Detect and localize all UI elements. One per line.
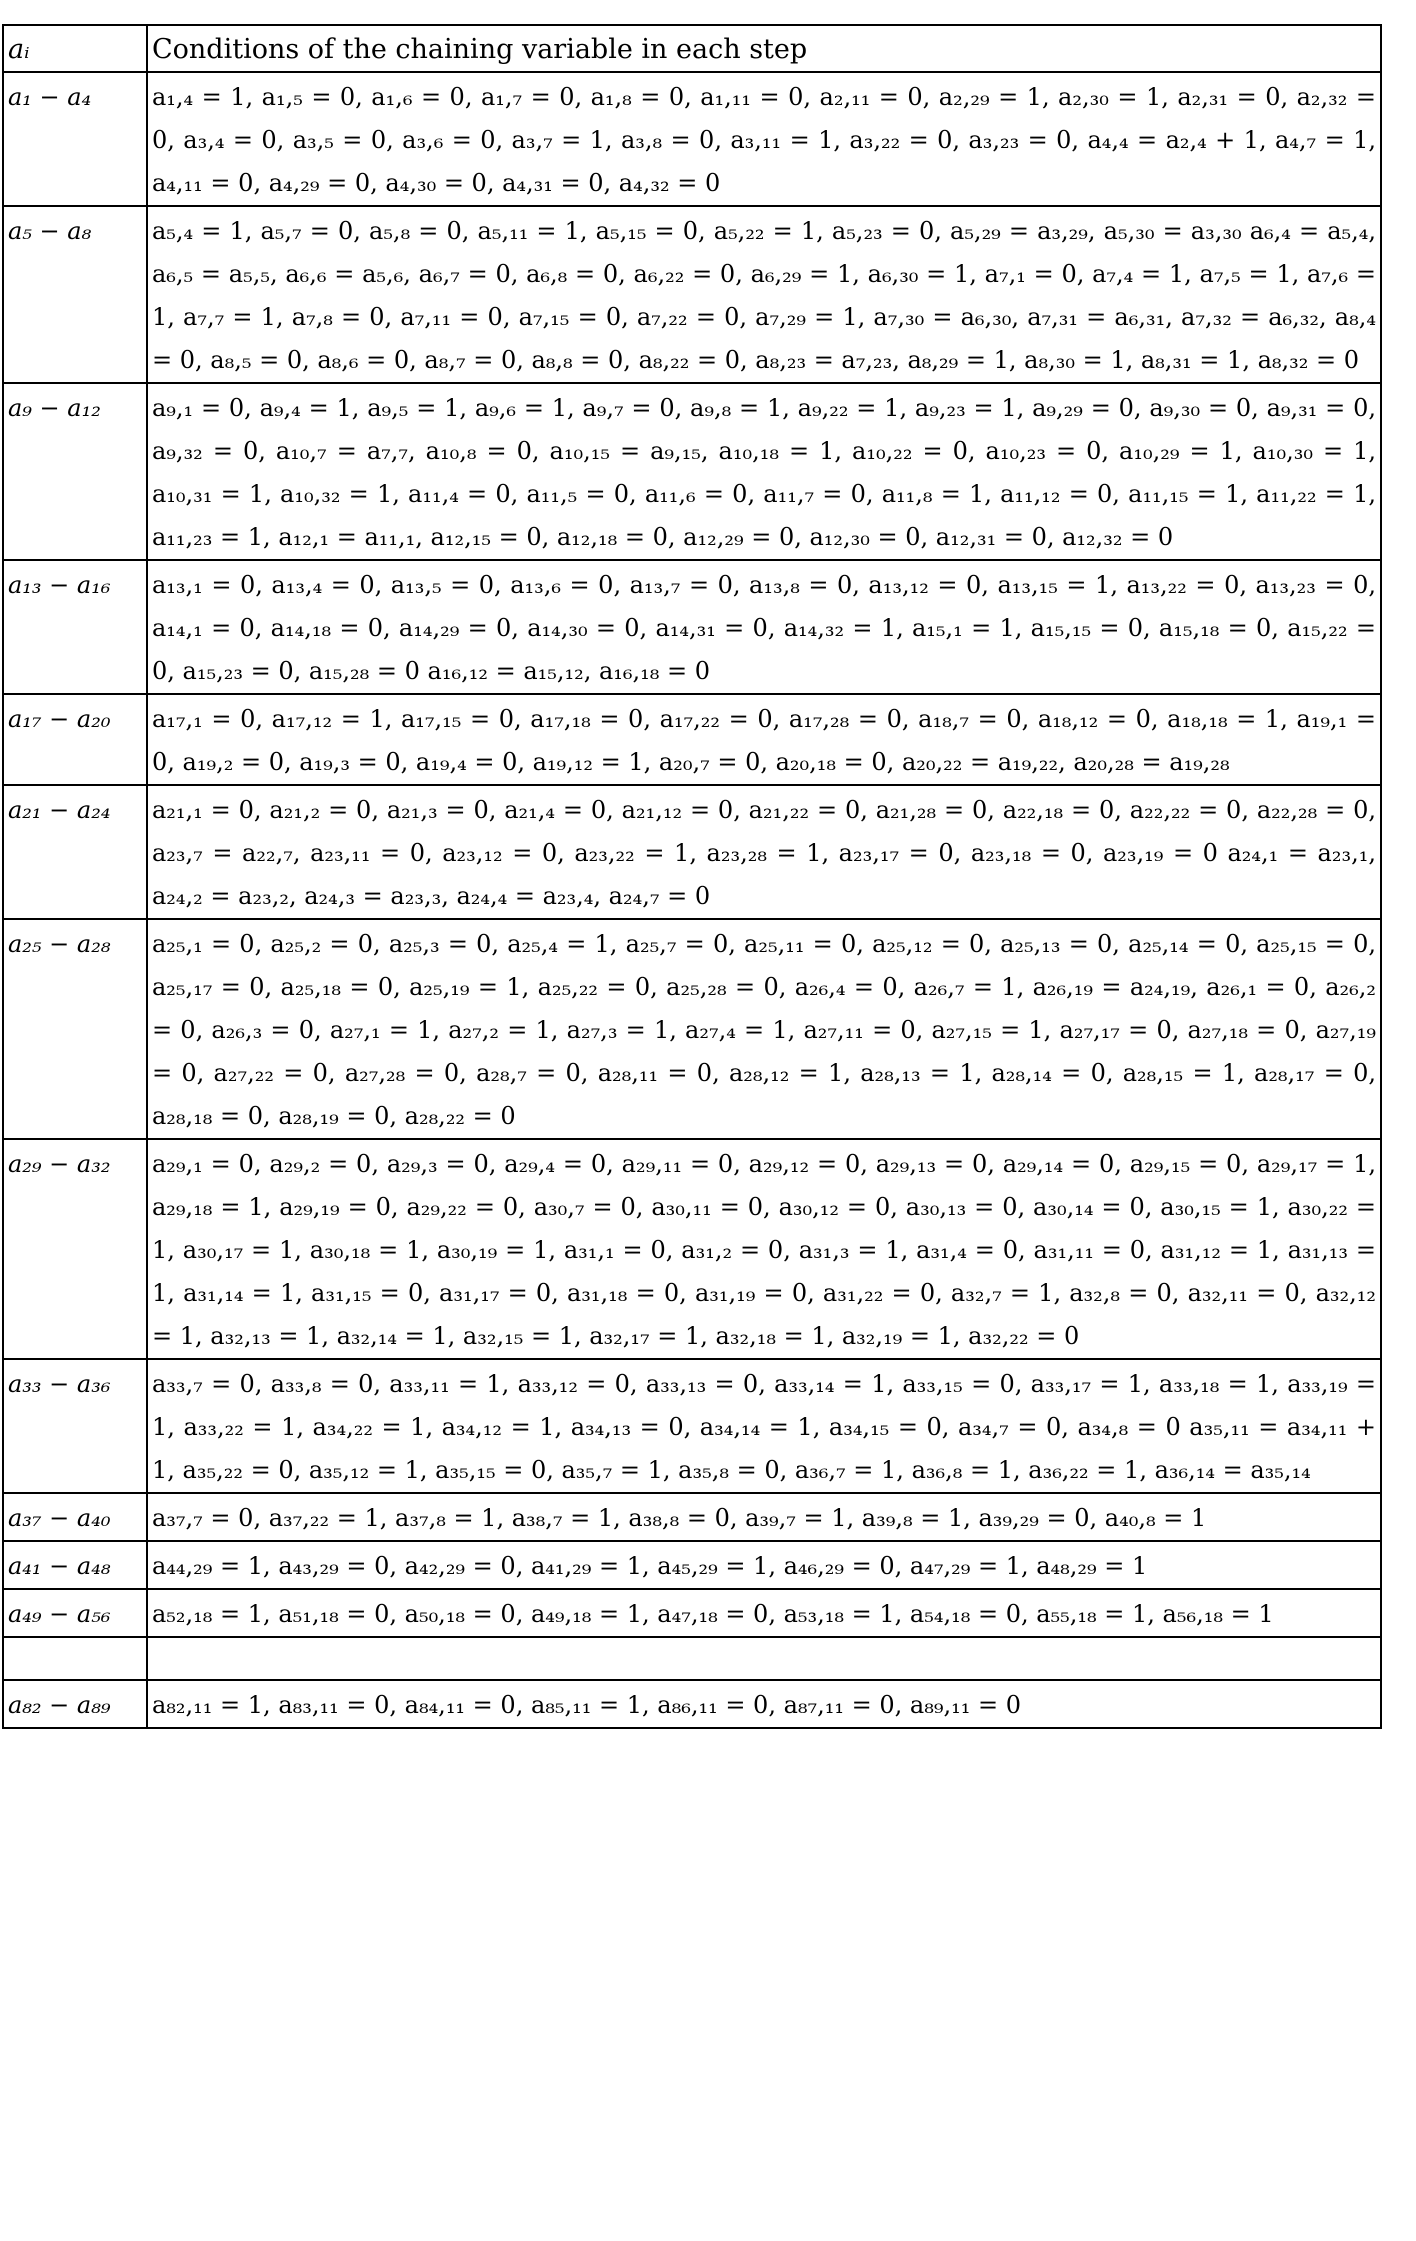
step-range-cell: a₅ − a₈ (3, 206, 147, 383)
conditions-cell: a₄₄,₂₉ = 1, a₄₃,₂₉ = 0, a₄₂,₂₉ = 0, a₄₁,₂₉ = 1, a₄₅,₂₉ = 1, a₄₆,₂₉ = 0, a₄₇,₂₉ = 1, a₄₈,₂₉ = 1 (147, 1541, 1381, 1589)
step-range-cell: a₂₉ − a₃₂ (3, 1139, 147, 1359)
conditions-table-container (2, 24, 1382, 1729)
conditions-cell: a₃₇,₇ = 0, a₃₇,₂₂ = 1, a₃₇,₈ = 1, a₃₈,₇ = 1, a₃₈,₈ = 0, a₃₉,₇ = 1, a₃₉,₈ = 1, a₃₉,₂₉ = 0, a₄₀,₈ = 1 (147, 1493, 1381, 1541)
header-step-range: aᵢ (3, 25, 147, 72)
header-conditions: Conditions of the chaining variable in each step (147, 25, 1381, 72)
conditions-cell: a₁₃,₁ = 0, a₁₃,₄ = 0, a₁₃,₅ = 0, a₁₃,₆ = 0, a₁₃,₇ = 0, a₁₃,₈ = 0, a₁₃,₁₂ = 0, a₁₃,₁₅ = 1, a₁₃,₂₂ = 0, a₁₃,₂₃ = 0, a₁₄,₁ = 0, a₁₄,₁₈ = 0, a₁₄,₂₉ = 0, a₁₄,₃₀ = 0, a₁₄,₃₁ = 0, a₁₄,₃₂ = 1, a₁₅,₁ = 1, a₁₅,₁₅ = 0, a₁₅,₁₈ = 0, a₁₅,₂₂ = 0, a₁₅,₂₃ = 0, a₁₅,₂₈ = 0 a₁₆,₁₂ = a₁₅,₁₂, a₁₆,₁₈ = 0 (147, 560, 1381, 694)
conditions-cell: a₅₂,₁₈ = 1, a₅₁,₁₈ = 0, a₅₀,₁₈ = 0, a₄₉,₁₈ = 1, a₄₇,₁₈ = 0, a₅₃,₁₈ = 1, a₅₄,₁₈ = 0, a₅₅,₁₈ = 1, a₅₆,₁₈ = 1 (147, 1589, 1381, 1637)
step-range-cell: a₁₇ − a₂₀ (3, 694, 147, 785)
step-range-cell: a₃₃ − a₃₆ (3, 1359, 147, 1493)
table-header-row (3, 25, 1381, 72)
conditions-cell: a₈₂,₁₁ = 1, a₈₃,₁₁ = 0, a₈₄,₁₁ = 0, a₈₅,₁₁ = 1, a₈₆,₁₁ = 0, a₈₇,₁₁ = 0, a₈₉,₁₁ = 0 (147, 1680, 1381, 1728)
step-range-cell: a₉ − a₁₂ (3, 383, 147, 560)
conditions-cell: a₁₇,₁ = 0, a₁₇,₁₂ = 1, a₁₇,₁₅ = 0, a₁₇,₁₈ = 0, a₁₇,₂₂ = 0, a₁₇,₂₈ = 0, a₁₈,₇ = 0, a₁₈,₁₂ = 0, a₁₈,₁₈ = 1, a₁₉,₁ = 0, a₁₉,₂ = 0, a₁₉,₃ = 0, a₁₉,₄ = 0, a₁₉,₁₂ = 1, a₂₀,₇ = 0, a₂₀,₁₈ = 0, a₂₀,₂₂ = a₁₉,₂₂, a₂₀,₂₈ = a₁₉,₂₈ (147, 694, 1381, 785)
conditions-cell: a₂₁,₁ = 0, a₂₁,₂ = 0, a₂₁,₃ = 0, a₂₁,₄ = 0, a₂₁,₁₂ = 0, a₂₁,₂₂ = 0, a₂₁,₂₈ = 0, a₂₂,₁₈ = 0, a₂₂,₂₂ = 0, a₂₂,₂₈ = 0, a₂₃,₇ = a₂₂,₇, a₂₃,₁₁ = 0, a₂₃,₁₂ = 0, a₂₃,₂₂ = 1, a₂₃,₂₈ = 1, a₂₃,₁₇ = 0, a₂₃,₁₈ = 0, a₂₃,₁₉ = 0 a₂₄,₁ = a₂₃,₁, a₂₄,₂ = a₂₃,₂, a₂₄,₃ = a₂₃,₃, a₂₄,₄ = a₂₃,₄, a₂₄,₇ = 0 (147, 785, 1381, 919)
table-row (3, 1139, 1381, 1359)
table-row (3, 1493, 1381, 1541)
conditions-cell: a₁,₄ = 1, a₁,₅ = 0, a₁,₆ = 0, a₁,₇ = 0, a₁,₈ = 0, a₁,₁₁ = 0, a₂,₁₁ = 0, a₂,₂₉ = 1, a₂,₃₀ = 1, a₂,₃₁ = 0, a₂,₃₂ = 0, a₃,₄ = 0, a₃,₅ = 0, a₃,₆ = 0, a₃,₇ = 1, a₃,₈ = 0, a₃,₁₁ = 1, a₃,₂₂ = 0, a₃,₂₃ = 0, a₄,₄ = a₂,₄ + 1, a₄,₇ = 1, a₄,₁₁ = 0, a₄,₂₉ = 0, a₄,₃₀ = 0, a₄,₃₁ = 0, a₄,₃₂ = 0 (147, 72, 1381, 206)
conditions-cell (147, 1637, 1381, 1680)
step-range-cell: a₁ − a₄ (3, 72, 147, 206)
conditions-cell: a₉,₁ = 0, a₉,₄ = 1, a₉,₅ = 1, a₉,₆ = 1, a₉,₇ = 0, a₉,₈ = 1, a₉,₂₂ = 1, a₉,₂₃ = 1, a₉,₂₉ = 0, a₉,₃₀ = 0, a₉,₃₁ = 0, a₉,₃₂ = 0, a₁₀,₇ = a₇,₇, a₁₀,₈ = 0, a₁₀,₁₅ = a₉,₁₅, a₁₀,₁₈ = 1, a₁₀,₂₂ = 0, a₁₀,₂₃ = 0, a₁₀,₂₉ = 1, a₁₀,₃₀ = 1, a₁₀,₃₁ = 1, a₁₀,₃₂ = 1, a₁₁,₄ = 0, a₁₁,₅ = 0, a₁₁,₆ = 0, a₁₁,₇ = 0, a₁₁,₈ = 1, a₁₁,₁₂ = 0, a₁₁,₁₅ = 1, a₁₁,₂₂ = 1, a₁₁,₂₃ = 1, a₁₂,₁ = a₁₁,₁, a₁₂,₁₅ = 0, a₁₂,₁₈ = 0, a₁₂,₂₉ = 0, a₁₂,₃₀ = 0, a₁₂,₃₁ = 0, a₁₂,₃₂ = 0 (147, 383, 1381, 560)
conditions-cell: a₂₉,₁ = 0, a₂₉,₂ = 0, a₂₉,₃ = 0, a₂₉,₄ = 0, a₂₉,₁₁ = 0, a₂₉,₁₂ = 0, a₂₉,₁₃ = 0, a₂₉,₁₄ = 0, a₂₉,₁₅ = 0, a₂₉,₁₇ = 1, a₂₉,₁₈ = 1, a₂₉,₁₉ = 0, a₂₉,₂₂ = 0, a₃₀,₇ = 0, a₃₀,₁₁ = 0, a₃₀,₁₂ = 0, a₃₀,₁₃ = 0, a₃₀,₁₄ = 0, a₃₀,₁₅ = 1, a₃₀,₂₂ = 1, a₃₀,₁₇ = 1, a₃₀,₁₈ = 1, a₃₀,₁₉ = 1, a₃₁,₁ = 0, a₃₁,₂ = 0, a₃₁,₃ = 1, a₃₁,₄ = 0, a₃₁,₁₁ = 0, a₃₁,₁₂ = 1, a₃₁,₁₃ = 1, a₃₁,₁₄ = 1, a₃₁,₁₅ = 0, a₃₁,₁₇ = 0, a₃₁,₁₈ = 0, a₃₁,₁₉ = 0, a₃₁,₂₂ = 0, a₃₂,₇ = 1, a₃₂,₈ = 0, a₃₂,₁₁ = 0, a₃₂,₁₂ = 1, a₃₂,₁₃ = 1, a₃₂,₁₄ = 1, a₃₂,₁₅ = 1, a₃₂,₁₇ = 1, a₃₂,₁₈ = 1, a₃₂,₁₉ = 1, a₃₂,₂₂ = 0 (147, 1139, 1381, 1359)
table-row (3, 206, 1381, 383)
step-range-cell: a₂₅ − a₂₈ (3, 919, 147, 1139)
step-range-cell: a₄₁ − a₄₈ (3, 1541, 147, 1589)
table-row (3, 560, 1381, 694)
table-row (3, 1589, 1381, 1637)
step-range-cell (3, 1637, 147, 1680)
conditions-cell: a₅,₄ = 1, a₅,₇ = 0, a₅,₈ = 0, a₅,₁₁ = 1, a₅,₁₅ = 0, a₅,₂₂ = 1, a₅,₂₃ = 0, a₅,₂₉ = a₃,₂₉, a₅,₃₀ = a₃,₃₀ a₆,₄ = a₅,₄, a₆,₅ = a₅,₅, a₆,₆ = a₅,₆, a₆,₇ = 0, a₆,₈ = 0, a₆,₂₂ = 0, a₆,₂₉ = 1, a₆,₃₀ = 1, a₇,₁ = 0, a₇,₄ = 1, a₇,₅ = 1, a₇,₆ = 1, a₇,₇ = 1, a₇,₈ = 0, a₇,₁₁ = 0, a₇,₁₅ = 0, a₇,₂₂ = 0, a₇,₂₉ = 1, a₇,₃₀ = a₆,₃₀, a₇,₃₁ = a₆,₃₁, a₇,₃₂ = a₆,₃₂, a₈,₄ = 0, a₈,₅ = 0, a₈,₆ = 0, a₈,₇ = 0, a₈,₈ = 0, a₈,₂₂ = 0, a₈,₂₃ = a₇,₂₃, a₈,₂₉ = 1, a₈,₃₀ = 1, a₈,₃₁ = 1, a₈,₃₂ = 0 (147, 206, 1381, 383)
conditions-cell: a₃₃,₇ = 0, a₃₃,₈ = 0, a₃₃,₁₁ = 1, a₃₃,₁₂ = 0, a₃₃,₁₃ = 0, a₃₃,₁₄ = 1, a₃₃,₁₅ = 0, a₃₃,₁₇ = 1, a₃₃,₁₈ = 1, a₃₃,₁₉ = 1, a₃₃,₂₂ = 1, a₃₄,₂₂ = 1, a₃₄,₁₂ = 1, a₃₄,₁₃ = 0, a₃₄,₁₄ = 1, a₃₄,₁₅ = 0, a₃₄,₇ = 0, a₃₄,₈ = 0 a₃₅,₁₁ = a₃₄,₁₁ + 1, a₃₅,₂₂ = 0, a₃₅,₁₂ = 1, a₃₅,₁₅ = 0, a₃₅,₇ = 1, a₃₅,₈ = 0, a₃₆,₇ = 1, a₃₆,₈ = 1, a₃₆,₂₂ = 1, a₃₆,₁₄ = a₃₅,₁₄ (147, 1359, 1381, 1493)
step-range-cell: a₃₇ − a₄₀ (3, 1493, 147, 1541)
conditions-table (2, 24, 1382, 1729)
conditions-cell: a₂₅,₁ = 0, a₂₅,₂ = 0, a₂₅,₃ = 0, a₂₅,₄ = 1, a₂₅,₇ = 0, a₂₅,₁₁ = 0, a₂₅,₁₂ = 0, a₂₅,₁₃ = 0, a₂₅,₁₄ = 0, a₂₅,₁₅ = 0, a₂₅,₁₇ = 0, a₂₅,₁₈ = 0, a₂₅,₁₉ = 1, a₂₅,₂₂ = 0, a₂₅,₂₈ = 0, a₂₆,₄ = 0, a₂₆,₇ = 1, a₂₆,₁₉ = a₂₄,₁₉, a₂₆,₁ = 0, a₂₆,₂ = 0, a₂₆,₃ = 0, a₂₇,₁ = 1, a₂₇,₂ = 1, a₂₇,₃ = 1, a₂₇,₄ = 1, a₂₇,₁₁ = 0, a₂₇,₁₅ = 1, a₂₇,₁₇ = 0, a₂₇,₁₈ = 0, a₂₇,₁₉ = 0, a₂₇,₂₂ = 0, a₂₇,₂₈ = 0, a₂₈,₇ = 0, a₂₈,₁₁ = 0, a₂₈,₁₂ = 1, a₂₈,₁₃ = 1, a₂₈,₁₄ = 0, a₂₈,₁₅ = 1, a₂₈,₁₇ = 0, a₂₈,₁₈ = 0, a₂₈,₁₉ = 0, a₂₈,₂₂ = 0 (147, 919, 1381, 1139)
table-row (3, 694, 1381, 785)
blank-table-row (3, 1637, 1381, 1680)
table-row (3, 919, 1381, 1139)
step-range-cell: a₁₃ − a₁₆ (3, 560, 147, 694)
table-row (3, 1359, 1381, 1493)
table-row (3, 1541, 1381, 1589)
table-row (3, 383, 1381, 560)
table-row (3, 785, 1381, 919)
step-range-cell: a₄₉ − a₅₆ (3, 1589, 147, 1637)
table-row (3, 1680, 1381, 1728)
step-range-cell: a₂₁ − a₂₄ (3, 785, 147, 919)
table-row (3, 72, 1381, 206)
step-range-cell: a₈₂ − a₈₉ (3, 1680, 147, 1728)
